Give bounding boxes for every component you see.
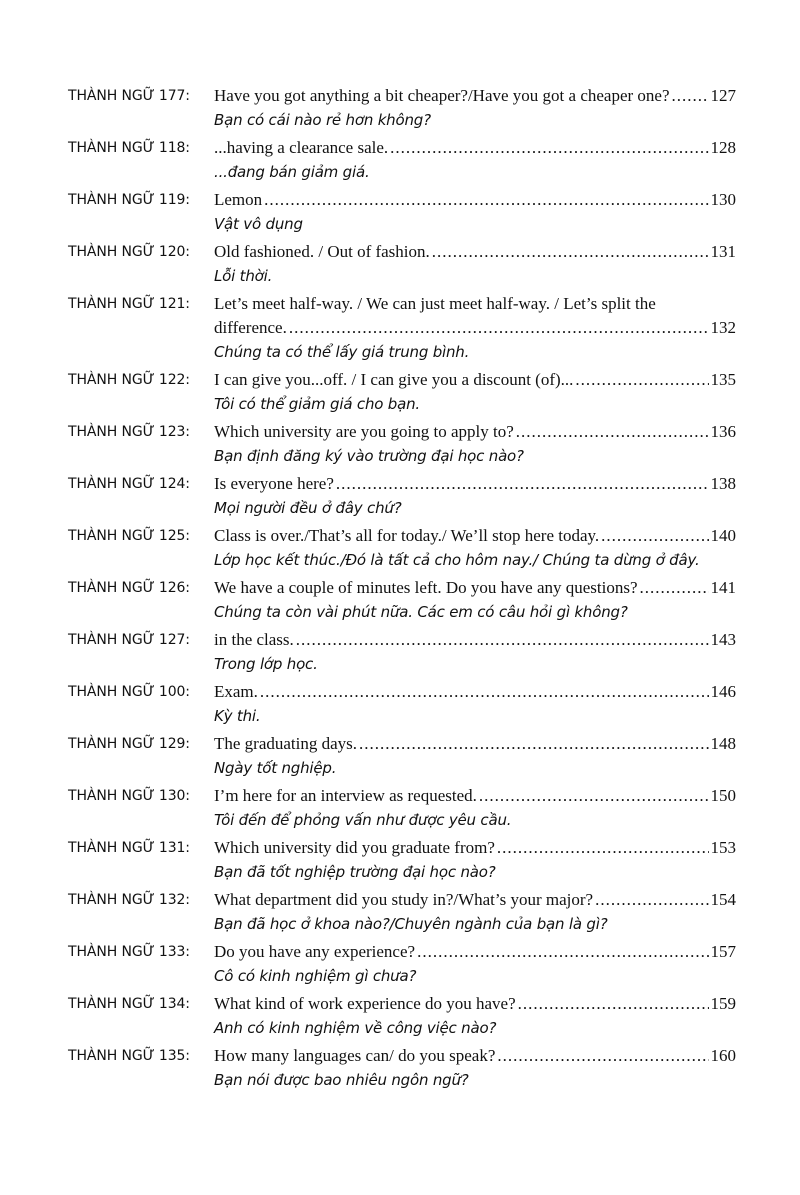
dot-leader	[417, 940, 708, 964]
entry-title-line	[214, 1044, 736, 1068]
entry-translation: Cô có kinh nghiệm gì chưa?	[214, 967, 417, 985]
entry-label: THÀNH NGỮ 121:	[68, 296, 190, 312]
toc-entry	[68, 188, 736, 236]
entry-page-number: 143	[710, 630, 736, 649]
entry-page-number: 127	[710, 86, 736, 105]
entry-title-line	[214, 680, 736, 704]
entry-title-line	[214, 524, 736, 548]
entry-title: Lemon	[214, 190, 263, 209]
entry-translation: Bạn định đăng ký vào trường đại học nào?	[214, 447, 524, 465]
dot-leader	[601, 524, 708, 548]
toc-entry	[68, 680, 736, 728]
entry-title: Class is over./That’s all for today./ We’ll stop here today.	[214, 526, 600, 545]
entry-label: THÀNH NGỮ 100:	[68, 684, 190, 700]
entry-content	[214, 84, 736, 132]
entry-page-number: 136	[710, 422, 736, 441]
entry-label: THÀNH NGỮ 122:	[68, 372, 190, 388]
entry-title-line	[214, 136, 736, 160]
entry-content	[214, 420, 736, 468]
entry-title-line	[214, 784, 736, 808]
toc-entry	[68, 940, 736, 988]
dot-leader	[336, 472, 709, 496]
entry-content	[214, 732, 736, 780]
toc-entry	[68, 524, 736, 572]
dot-leader	[432, 240, 709, 264]
toc-entry	[68, 240, 736, 288]
entry-title-line	[214, 992, 736, 1016]
entry-content	[214, 188, 736, 236]
entry-title-line	[214, 240, 736, 264]
entry-translation: ...đang bán giảm giá.	[214, 163, 370, 181]
dot-leader	[390, 136, 708, 160]
entry-content	[214, 836, 736, 884]
toc-entry	[68, 420, 736, 468]
entry-translation: Mọi người đều ở đây chứ?	[214, 499, 402, 517]
entry-title-line	[214, 84, 736, 108]
entry-page-number: 159	[710, 994, 736, 1013]
toc-entry	[68, 628, 736, 676]
entry-title: Exam.	[214, 682, 258, 701]
entry-page-number: 148	[710, 734, 736, 753]
entry-translation: Trong lớp học.	[214, 655, 318, 673]
dot-leader	[497, 836, 709, 860]
entry-title: How many languages can/ do you speak?	[214, 1046, 496, 1065]
entry-title: I’m here for an interview as requested.	[214, 786, 477, 805]
entry-translation: Bạn đã tốt nghiệp trường đại học nào?	[214, 863, 496, 881]
toc-entry	[68, 472, 736, 520]
entry-label: THÀNH NGỮ 129:	[68, 736, 190, 752]
entry-label: THÀNH NGỮ 120:	[68, 244, 190, 260]
entry-page-number: 130	[710, 190, 736, 209]
entry-title: Is everyone here?	[214, 474, 334, 493]
entry-label: THÀNH NGỮ 132:	[68, 892, 190, 908]
entry-title: I can give you...off. / I can give you a discount (of)...	[214, 370, 574, 389]
entry-title: Old fashioned. / Out of fashion.	[214, 242, 430, 261]
entry-translation: Bạn nói được bao nhiêu ngôn ngữ?	[214, 1071, 469, 1089]
entry-label: THÀNH NGỮ 127:	[68, 632, 190, 648]
entry-page-number: 146	[710, 682, 736, 701]
dot-leader	[497, 1044, 708, 1068]
entry-page-number: 141	[710, 578, 736, 597]
dot-leader	[479, 784, 709, 808]
entry-title-line	[214, 732, 736, 756]
entry-content	[214, 1044, 736, 1092]
entry-title: Have you got anything a bit cheaper?/Have you got a cheaper one?	[214, 86, 670, 105]
dot-leader	[296, 628, 709, 652]
entry-label: THÀNH NGỮ 119:	[68, 192, 190, 208]
entry-translation: Tôi đến để phỏng vấn như được yêu cầu.	[214, 811, 512, 829]
dot-leader	[516, 420, 709, 444]
entry-title: difference.	[214, 318, 287, 337]
entry-translation: Bạn có cái nào rẻ hơn không?	[214, 111, 431, 129]
entry-page-number: 135	[710, 370, 736, 389]
dot-leader	[264, 188, 708, 212]
toc-entry	[68, 368, 736, 416]
entry-label: THÀNH NGỮ 135:	[68, 1048, 190, 1064]
entry-content	[214, 368, 736, 416]
dot-leader	[260, 680, 709, 704]
dot-leader	[575, 368, 708, 392]
toc-entry	[68, 84, 736, 132]
entry-label: THÀNH NGỮ 126:	[68, 580, 190, 596]
entry-title-line	[214, 420, 736, 444]
entry-translation: Chúng ta có thể lấy giá trung bình.	[214, 343, 470, 361]
entry-title: Do you have any experience?	[214, 942, 416, 961]
entry-title: What kind of work experience do you have?	[214, 994, 516, 1013]
entry-content	[214, 136, 736, 184]
entry-translation: Chúng ta còn vài phút nữa. Các em có câu hỏi gì không?	[214, 603, 628, 621]
toc-entry	[68, 992, 736, 1040]
entry-page-number: 131	[710, 242, 736, 261]
entry-label: THÀNH NGỮ 123:	[68, 424, 190, 440]
entry-label: THÀNH NGỮ 118:	[68, 140, 190, 156]
entry-title: Which university are you going to apply to?	[214, 422, 514, 441]
dot-leader	[672, 84, 709, 108]
entry-page-number: 154	[710, 890, 736, 909]
entry-page-number: 150	[710, 786, 736, 805]
entry-content	[214, 576, 736, 624]
toc-entry	[68, 136, 736, 184]
entry-page-number: 140	[710, 526, 736, 545]
entry-translation: Tôi có thể giảm giá cho bạn.	[214, 395, 420, 413]
entry-title: Which university did you graduate from?	[214, 838, 495, 857]
entry-translation: Bạn đã học ở khoa nào?/Chuyên ngành của bạn là gì?	[214, 915, 608, 933]
entry-translation: Kỳ thi.	[214, 707, 261, 725]
dot-leader	[359, 732, 708, 756]
entry-translation: Vật vô dụng	[214, 215, 303, 233]
entry-title: The graduating days.	[214, 734, 358, 753]
entry-title-line	[214, 940, 736, 964]
entry-label: THÀNH NGỮ 177:	[68, 88, 190, 104]
toc-entry	[68, 784, 736, 832]
dot-leader	[289, 316, 709, 340]
entry-title: ...having a clearance sale.	[214, 138, 389, 157]
entry-content	[214, 628, 736, 676]
entry-title-line	[214, 836, 736, 860]
entry-label: THÀNH NGỮ 133:	[68, 944, 190, 960]
entry-page-number: 138	[710, 474, 736, 493]
dot-leader	[595, 888, 708, 912]
entry-label: THÀNH NGỮ 131:	[68, 840, 190, 856]
entry-content	[214, 524, 736, 572]
toc-entry	[68, 576, 736, 624]
entry-title-line	[214, 368, 736, 392]
toc-entry	[68, 1044, 736, 1092]
entry-title: in the class.	[214, 630, 294, 649]
table-of-contents	[68, 84, 736, 1096]
entry-title-line	[214, 576, 736, 600]
toc-entry	[68, 732, 736, 780]
entry-title-line	[214, 628, 736, 652]
entry-title: We have a couple of minutes left. Do you have any questions?	[214, 578, 638, 597]
entry-content	[214, 888, 736, 936]
entry-content	[214, 680, 736, 728]
entry-content	[214, 940, 736, 988]
entry-translation: Anh có kinh nghiệm về công việc nào?	[214, 1019, 497, 1037]
entry-translation: Lớp học kết thúc./Đó là tất cả cho hôm nay./ Chúng ta dừng ở đây.	[214, 551, 700, 569]
entry-label: THÀNH NGỮ 124:	[68, 476, 190, 492]
dot-leader	[518, 992, 709, 1016]
entry-title-line	[214, 888, 736, 912]
entry-title-line	[214, 188, 736, 212]
entry-content	[214, 240, 736, 288]
dot-leader	[640, 576, 709, 600]
entry-content	[214, 992, 736, 1040]
entry-label: THÀNH NGỮ 125:	[68, 528, 190, 544]
entry-translation: Ngày tốt nghiệp.	[214, 759, 337, 777]
entry-translation: Lỗi thời.	[214, 267, 273, 285]
entry-page-number: 153	[710, 838, 736, 857]
entry-label: THÀNH NGỮ 130:	[68, 788, 190, 804]
entry-title-first-line: Let’s meet half-way. / We can just meet half-way. / Let’s split the	[214, 294, 656, 313]
entry-title: What department did you study in?/What’s your major?	[214, 890, 594, 909]
entry-content	[214, 784, 736, 832]
entry-page-number: 128	[710, 138, 736, 157]
entry-title-line	[214, 316, 736, 340]
entry-content	[214, 292, 736, 364]
entry-page-number: 132	[710, 318, 736, 337]
toc-entry	[68, 888, 736, 936]
entry-label: THÀNH NGỮ 134:	[68, 996, 190, 1012]
entry-title-line	[214, 472, 736, 496]
toc-entry	[68, 836, 736, 884]
entry-page-number: 160	[710, 1046, 736, 1065]
toc-entry	[68, 292, 736, 364]
entry-page-number: 157	[710, 942, 736, 961]
entry-content	[214, 472, 736, 520]
